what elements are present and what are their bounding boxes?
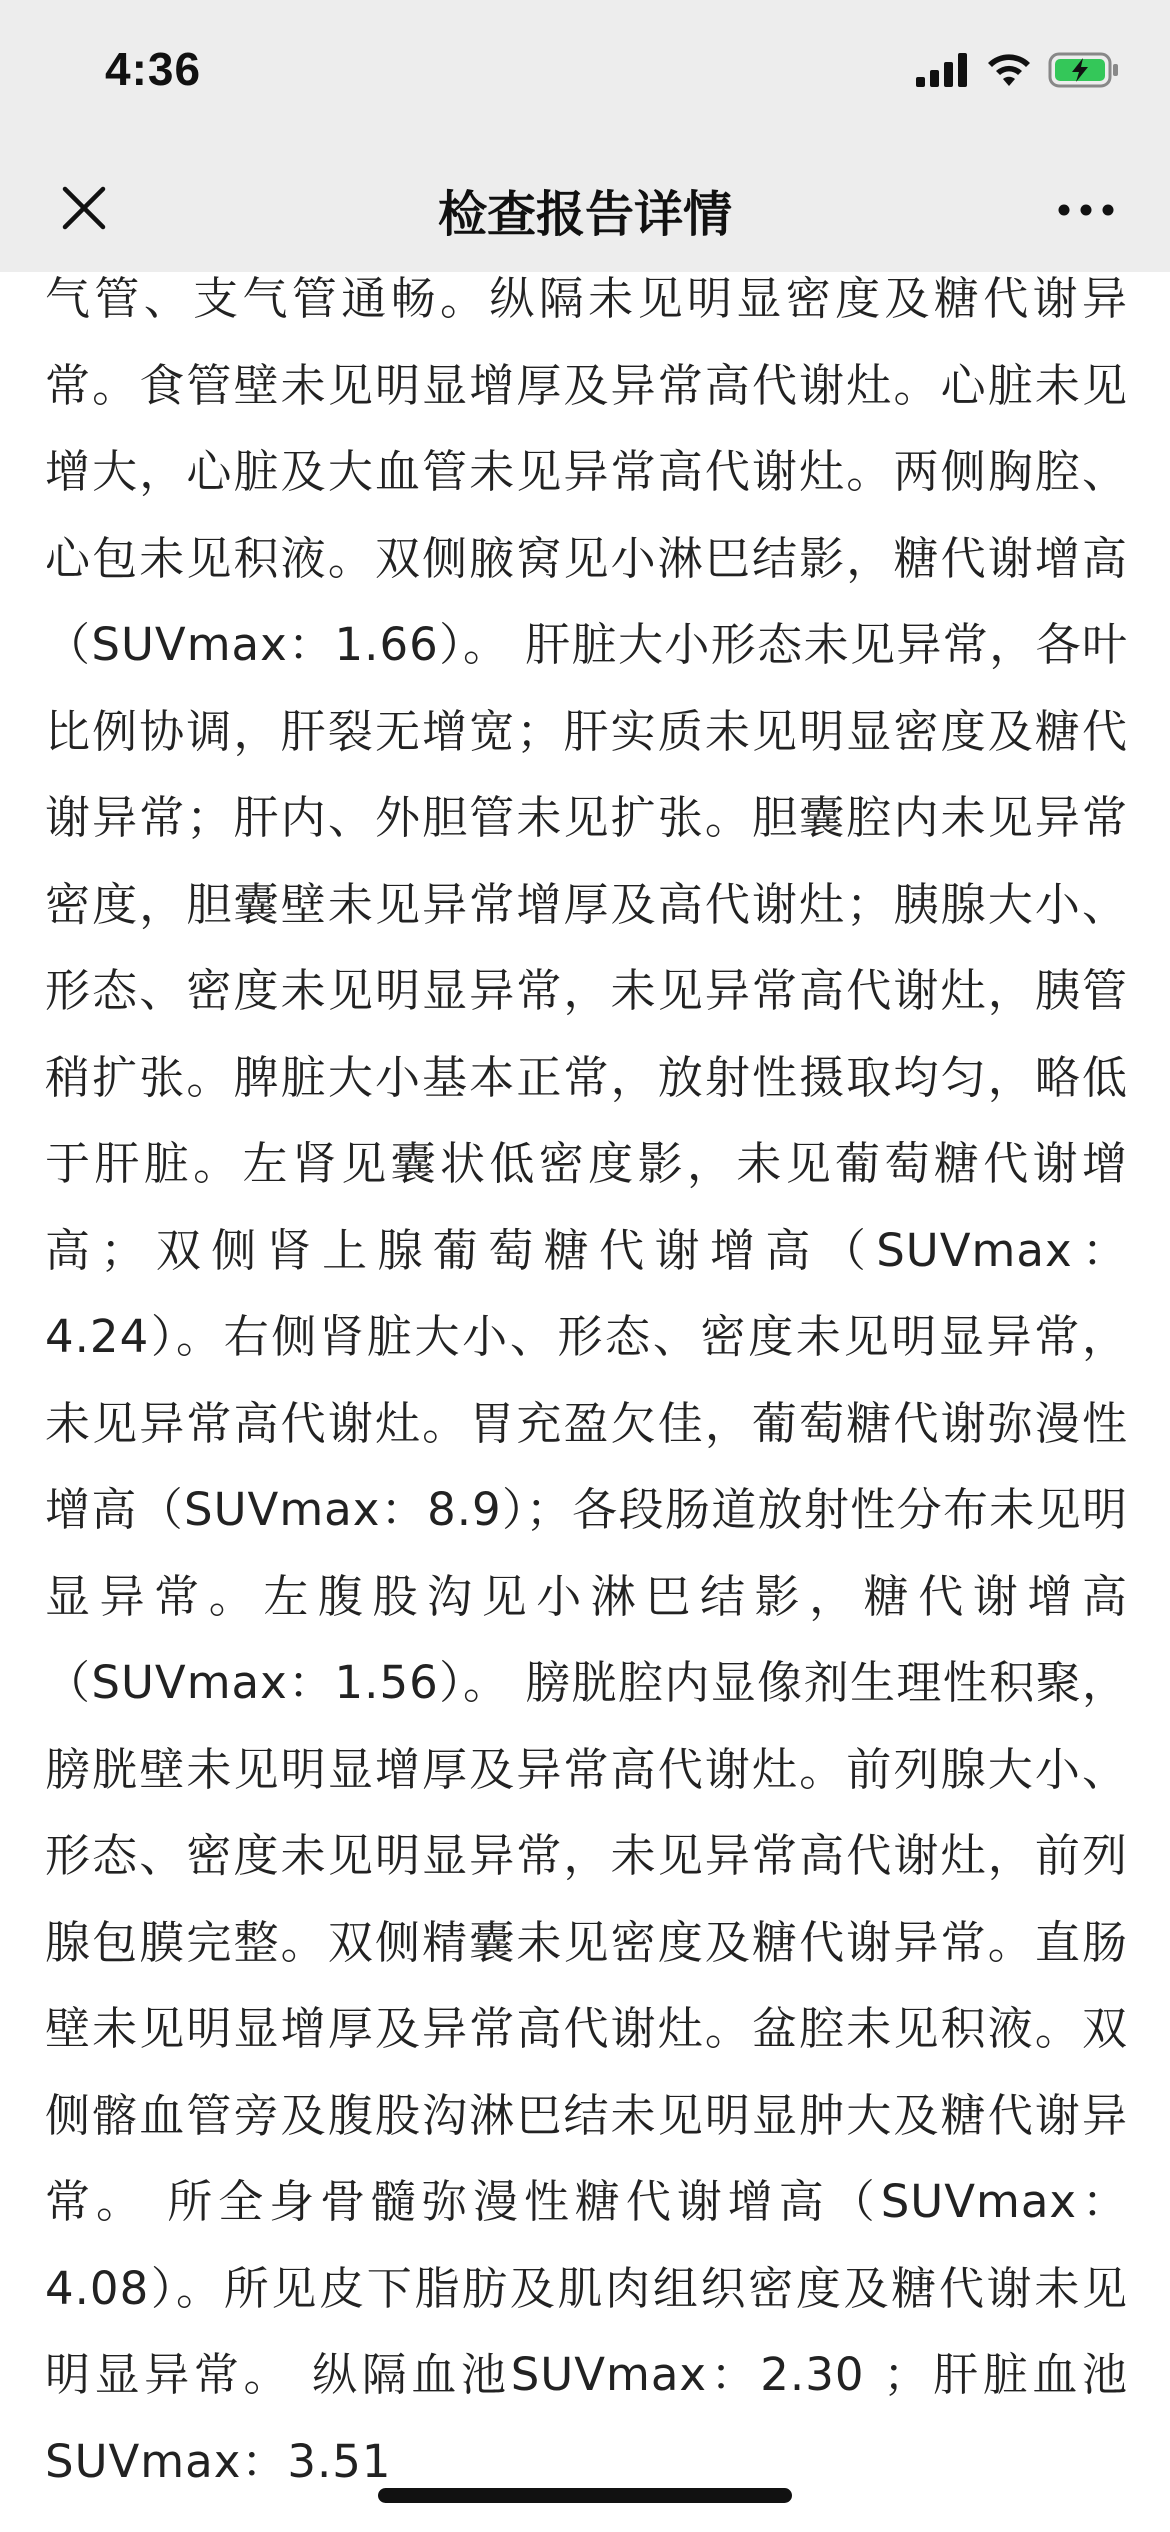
report-body-text: 气管、支气管通畅。纵隔未见明显密度及糖代谢异常。食管壁未见明显增厚及异常高代谢灶。心脏未见增大，心脏及大血管未见异常高代谢灶。两侧胸腔、心包未见积液。双侧腋窝见小淋巴结影，糖代谢增高（SUVmax：1.66）。 肝脏大小形态未见异常，各叶比例协调，肝裂无增宽；肝实质未见明显密度及糖代谢异常；肝内、外胆管未见扩张。胆囊腔内未见异常密度，胆囊壁未见异常增厚及高代谢灶；胰腺大小、形态、密度未见明显异常，未见异常高代谢灶，胰管稍扩张。脾脏大小基本正常，放射性摄取均匀，略低于肝脏。左肾见囊状低密度影，未见葡萄糖代谢增高；双侧肾上腺葡萄糖代谢增高（SUVmax：4.24）。右侧肾脏大小、形态、密度未见明显异常，未见异常高代谢灶。胃充盈欠佳，葡萄糖代谢弥漫性增高（SUVmax：8.9）；各段肠道放射性分布未见明显异常。左腹股沟见小淋巴结影，糖代谢增高（SUVmax：1.56）。 膀胱腔内显像剂生理性积聚，膀胱壁未见明显增厚及异常高代谢灶。前列腺大小、形态、密度未见明显异常，未见异常高代谢灶，前列腺包膜完整。双侧精囊未见密度及糖代谢异常。直肠壁未见明显增厚及异常高代谢灶。盆腔未见积液。双侧髂血管旁及腹股沟淋巴结未见明显肿大及糖代谢异常。 所全身骨髓弥漫性糖代谢增高（SUVmax：4.08）。所见皮下脂肪及肌肉组织密度及糖代谢未见明显异常。 纵隔血池SUVmax：2.30 ；肝脏血池SUVmax：3.51 (45, 272, 1128, 2488)
status-icons (916, 50, 1120, 94)
cellular-signal-icon (916, 53, 970, 91)
status-time: 4:36 (105, 43, 202, 95)
battery-charging-icon (1048, 52, 1120, 92)
more-button[interactable] (1054, 184, 1118, 236)
report-content[interactable] (0, 272, 1170, 2532)
status-bar (0, 0, 1170, 150)
nav-bar (0, 150, 1170, 272)
more-icon (1058, 201, 1114, 220)
wifi-icon (984, 52, 1034, 92)
page-title: 检查报告详情 (437, 186, 732, 243)
home-indicator[interactable] (378, 2488, 792, 2503)
